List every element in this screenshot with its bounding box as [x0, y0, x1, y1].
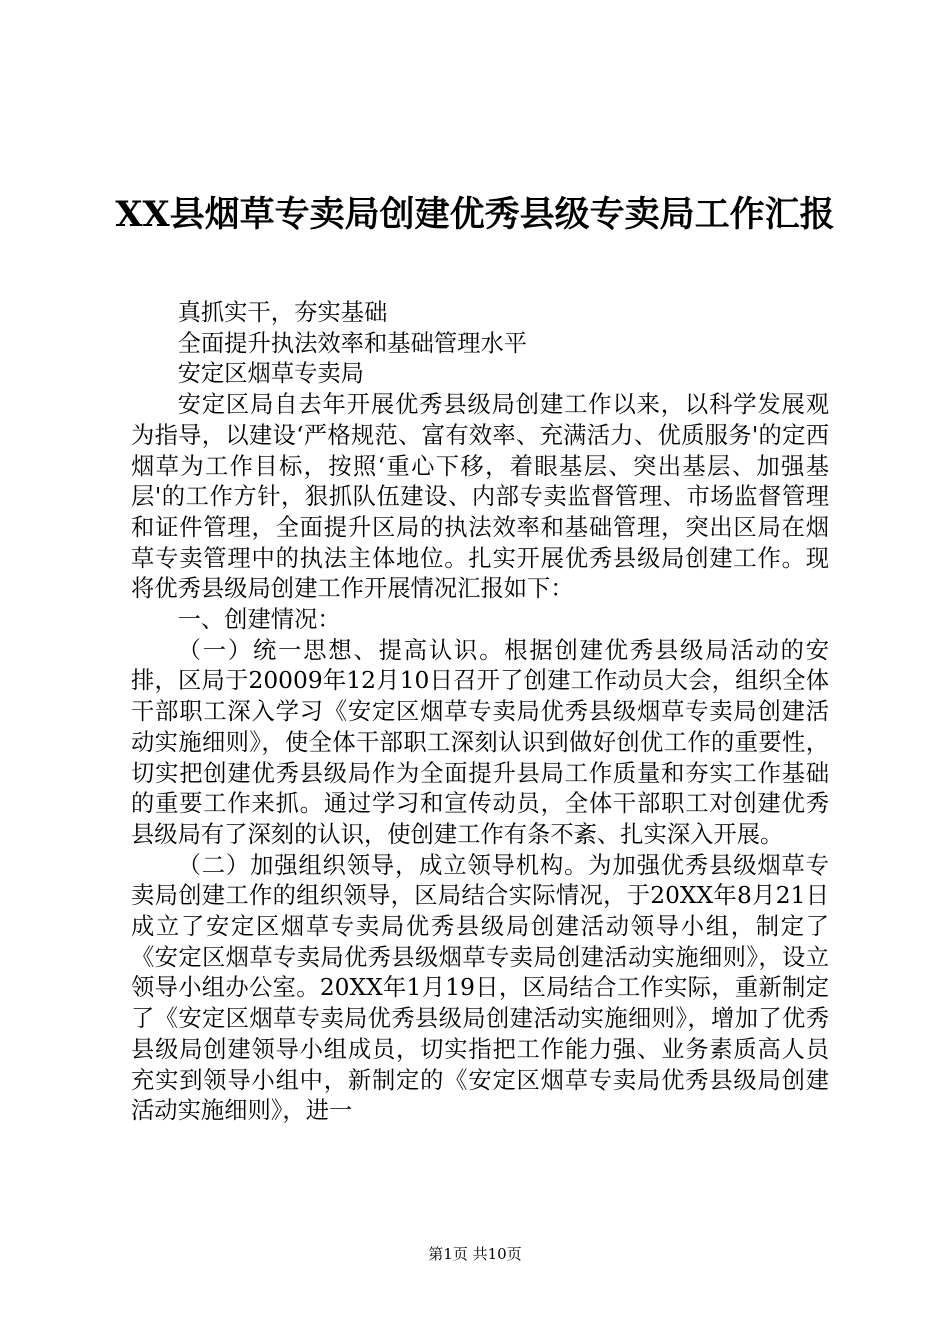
section-heading: 一、创建情况： — [177, 606, 341, 634]
subtitle-line: 全面提升执法效率和基础管理水平 — [177, 329, 528, 357]
paragraph: （一）统一思想、提高认识。根据创建优秀县级局活动的安排，区局于20009年12月10日召开了创建工作动员大会，组织全体干部职工深入学习《安定区烟草专卖局优秀县级烟草专卖局创建活动实施细则》，使全体干部职工深刻认识到做好创优工作的重要性，切实把创建优秀县级局作为全面提升县局工作质量和夯实工作基础的重要工作来抓。通过学习和宣传动员，全体干部职工对创建优秀县级局有了深刻的认识，使创建工作有条不紊、扎实深入开展。 — [131, 636, 829, 848]
paragraph: 安定区局自去年开展优秀县级局创建工作以来，以科学发展观为指导，以建设‘严格规范、富有效率、充满活力、优质服务'的定西烟草为工作目标，按照‘重心下移，着眼基层、突出基层、加强基层'的工作方针，狠抓队伍建设、内部专卖监督管理、市场监督管理和证件管理，全面提升区局的执法效率和基础管理，突出区局在烟草专卖管理中的执法主体地位。扎实开展优秀县级局创建工作。现将优秀县级局创建工作开展情况汇报如下： — [131, 391, 829, 603]
document-body — [131, 298, 829, 1127]
subtitle-line: 真抓实干，夯实基础 — [177, 299, 388, 326]
document-title: XX县烟草专卖局创建优秀县级专卖局工作汇报 — [115, 194, 835, 235]
page-footer: 第1页 共10页 — [428, 1245, 522, 1263]
author-line: 安定区烟草专卖局 — [177, 360, 364, 388]
paragraph: （二）加强组织领导，成立领导机构。为加强优秀县级烟草专卖局创建工作的组织领导，区局结合实际情况，于20XX年8月21日成立了安定区烟草专卖局优秀县级局创建活动领导小组，制定了《安定区烟草专卖局优秀县级烟草专卖局创建活动实施细则》，设立领导小组办公室。20XX年1月19日，区局结合工作实际，重新制定了《安定区烟草专卖局优秀县级局创建活动实施细则》，增加了优秀县级局创建领导小组成员，切实指把工作能力强、业务素质高人员充实到领导小组中，新制定的《安定区烟草专卖局优秀县级局创建活动实施细则》，进一 — [131, 851, 829, 1125]
